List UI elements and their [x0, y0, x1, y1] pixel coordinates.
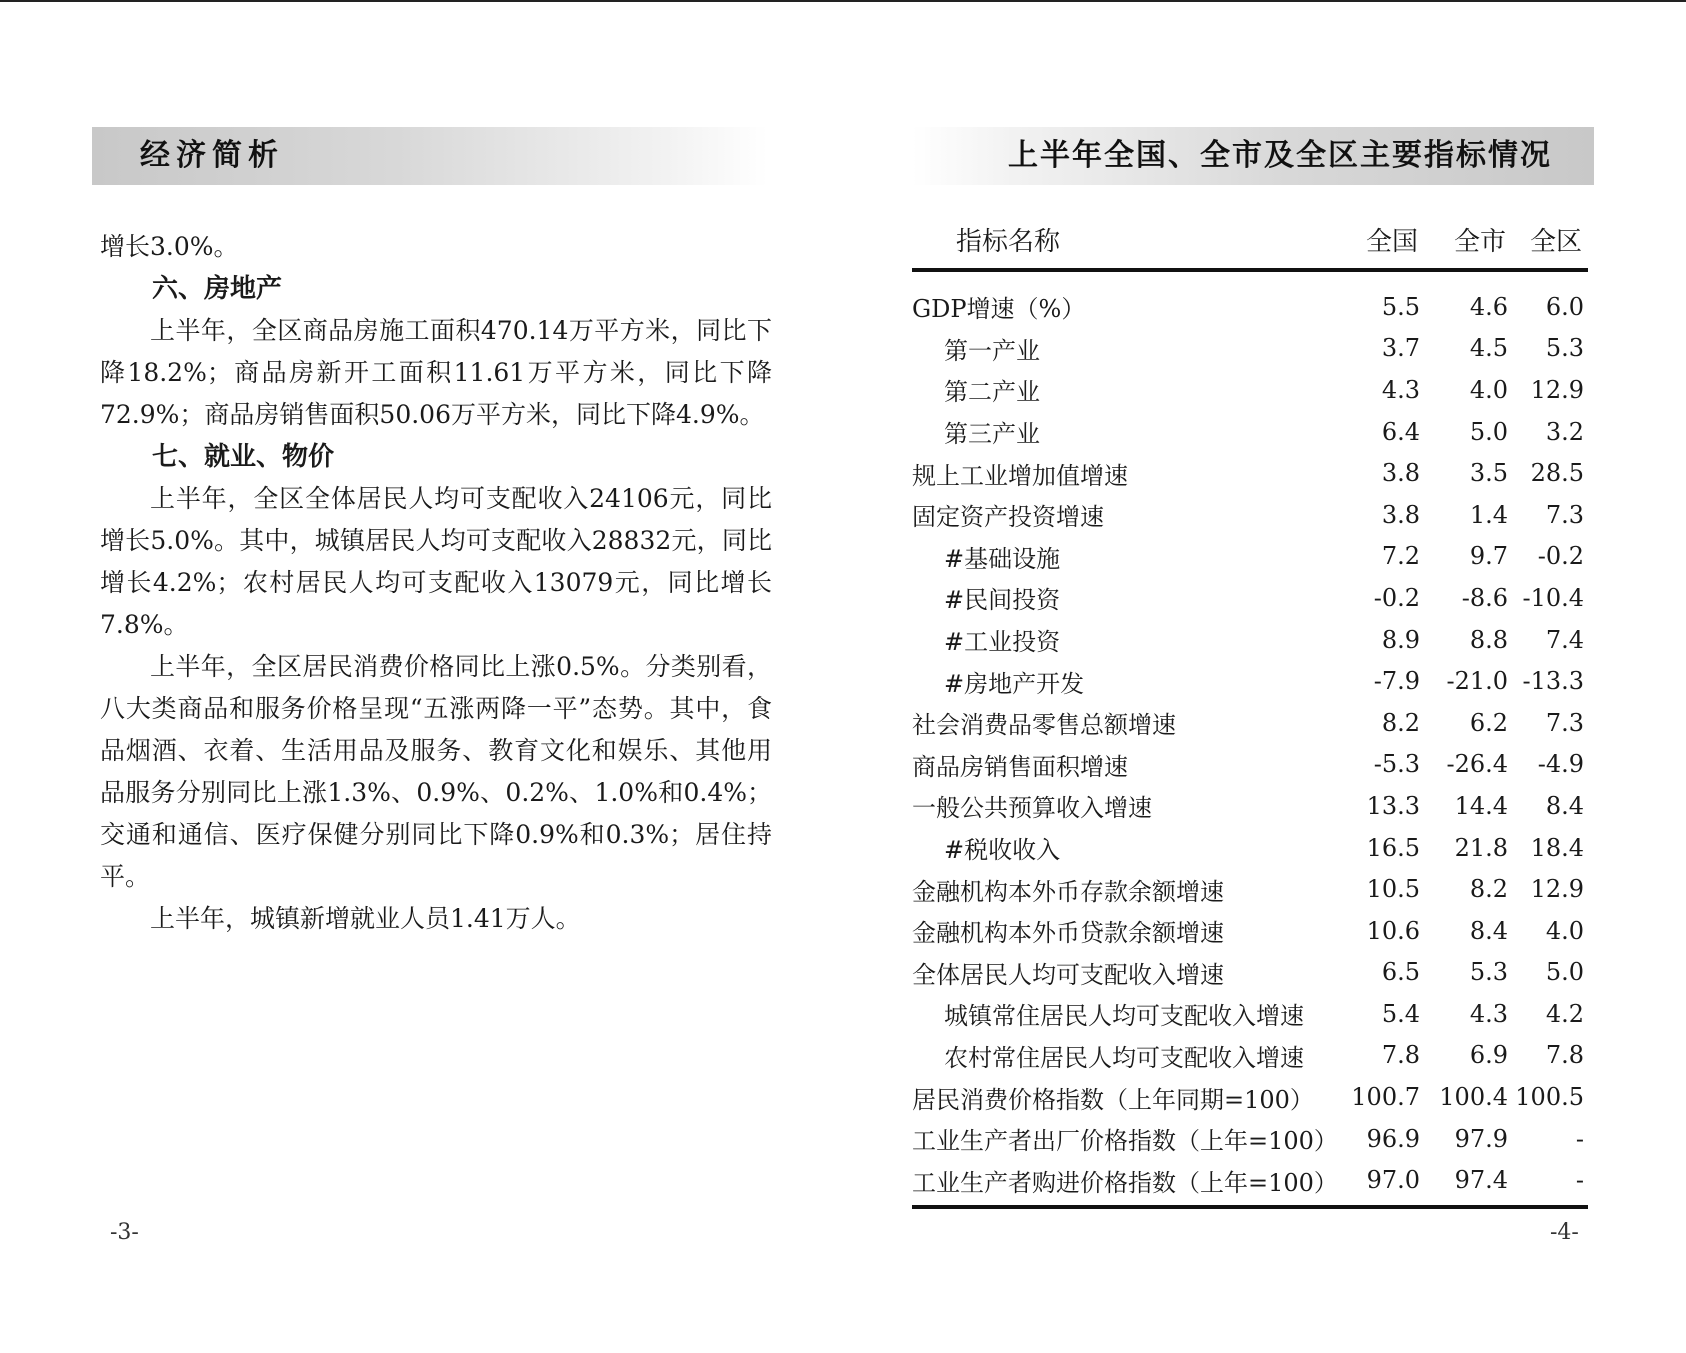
indicator-table-wrapper — [912, 212, 1588, 1209]
national-value-cell: 7.8 — [1381, 1041, 1420, 1070]
top-border-line — [0, 0, 1686, 2]
city-value-cell: 97.9 — [1454, 1124, 1508, 1153]
city-value-cell: 100.4 — [1439, 1083, 1508, 1112]
indicator-name-cell: 第二产业 — [944, 378, 1040, 407]
national-value-cell: 6.5 — [1381, 958, 1420, 987]
indicator-name-cell: #民间投资 — [944, 586, 1061, 615]
national-value-cell: 8.2 — [1381, 708, 1420, 737]
national-value-cell: 7.2 — [1381, 542, 1420, 571]
left-page-header-band — [92, 127, 768, 185]
district-value-cell: 8.4 — [1545, 791, 1584, 820]
national-value-cell: 3.7 — [1381, 334, 1420, 363]
district-value-cell: 28.5 — [1530, 459, 1584, 488]
table-row — [912, 411, 1588, 453]
indicator-name-cell: 金融机构本外币存款余额增速 — [912, 877, 1224, 906]
left-page-body — [100, 226, 772, 940]
city-value-cell: -8.6 — [1461, 583, 1508, 612]
national-value-cell: 8.9 — [1381, 625, 1420, 654]
national-value-cell: 3.8 — [1381, 459, 1420, 488]
national-value-cell: 10.5 — [1366, 875, 1420, 904]
district-value-cell: -10.4 — [1522, 583, 1584, 612]
table-row — [912, 1118, 1588, 1160]
indicator-name-cell: 规上工业增加值增速 — [912, 461, 1128, 490]
table-row — [912, 993, 1588, 1035]
city-value-cell: 8.8 — [1469, 625, 1508, 654]
district-value-cell: 4.0 — [1545, 916, 1584, 945]
indicator-name-cell: 商品房销售面积增速 — [912, 752, 1128, 781]
national-value-cell: 5.5 — [1381, 292, 1420, 321]
indicator-name-cell: 城镇常住居民人均可支配收入增速 — [944, 1002, 1304, 1031]
table-row — [912, 270, 1588, 328]
indicator-name-cell: 一般公共预算收入增速 — [912, 794, 1152, 823]
table-row — [912, 744, 1588, 786]
indicator-name-cell: #基础设施 — [944, 544, 1061, 573]
city-value-cell: 5.0 — [1469, 417, 1508, 446]
table-row — [912, 577, 1588, 619]
city-value-cell: -26.4 — [1446, 750, 1508, 779]
district-value-cell: 12.9 — [1530, 875, 1584, 904]
city-value-cell: 4.3 — [1469, 999, 1508, 1028]
district-value-cell: -4.9 — [1537, 750, 1584, 779]
indicator-table — [912, 212, 1588, 1209]
national-value-cell: -0.2 — [1373, 583, 1420, 612]
district-value-cell: 6.0 — [1545, 292, 1584, 321]
district-value-cell: 3.2 — [1545, 417, 1584, 446]
column-header-district: 全区 — [1512, 212, 1588, 270]
national-value-cell: 6.4 — [1381, 417, 1420, 446]
district-value-cell: 4.2 — [1545, 999, 1584, 1028]
district-value-cell: 7.8 — [1545, 1041, 1584, 1070]
indicator-name-cell: #税收收入 — [944, 836, 1061, 865]
table-row — [912, 1035, 1588, 1077]
table-row — [912, 785, 1588, 827]
table-row — [912, 328, 1588, 370]
indicator-name-cell: 社会消费品零售总额增速 — [912, 711, 1176, 740]
national-value-cell: 96.9 — [1366, 1124, 1420, 1153]
indicator-name-cell: 农村常住居民人均可支配收入增速 — [944, 1043, 1304, 1072]
district-value-cell: 100.5 — [1515, 1083, 1584, 1112]
national-value-cell: 5.4 — [1381, 999, 1420, 1028]
table-row — [912, 369, 1588, 411]
district-value-cell: 18.4 — [1530, 833, 1584, 862]
district-value-cell: -0.2 — [1537, 542, 1584, 571]
column-header-national: 全国 — [1336, 212, 1424, 270]
table-row — [912, 619, 1588, 661]
body-paragraph: 上半年，全区全体居民人均可支配收入24106元，同比增长5.0%。其中，城镇居民人均可支配收入28832元，同比增长4.2%；农村居民人均可支配收入13079元，同比增长7.8%。 — [100, 484, 772, 639]
city-value-cell: 8.2 — [1469, 875, 1508, 904]
national-value-cell: 13.3 — [1366, 791, 1420, 820]
district-value-cell: 12.9 — [1530, 375, 1584, 404]
section-heading: 六、房地产 — [152, 274, 283, 304]
indicator-name-cell: 金融机构本外币贷款余额增速 — [912, 919, 1224, 948]
city-value-cell: 5.3 — [1469, 958, 1508, 987]
city-value-cell: 6.2 — [1469, 708, 1508, 737]
national-value-cell: 3.8 — [1381, 500, 1420, 529]
table-row — [912, 536, 1588, 578]
district-value-cell: - — [1512, 1159, 1588, 1207]
table-row — [912, 868, 1588, 910]
city-value-cell: 14.4 — [1454, 791, 1508, 820]
national-value-cell: 10.6 — [1366, 916, 1420, 945]
district-value-cell: 5.3 — [1545, 334, 1584, 363]
right-page-number: -4- — [1550, 1220, 1579, 1245]
right-page-header-band — [912, 127, 1594, 185]
indicator-name-cell: #房地产开发 — [944, 669, 1085, 698]
national-value-cell: 100.7 — [1351, 1083, 1420, 1112]
indicator-name-cell: 第一产业 — [944, 336, 1040, 365]
indicator-name-cell: GDP增速（%） — [912, 295, 1086, 324]
city-value-cell: 4.5 — [1469, 334, 1508, 363]
table-row — [912, 910, 1588, 952]
national-value-cell: -5.3 — [1373, 750, 1420, 779]
district-value-cell: 7.3 — [1545, 708, 1584, 737]
table-row — [912, 952, 1588, 994]
table-row — [912, 827, 1588, 869]
body-paragraph: 增长3.0%。 — [100, 232, 239, 261]
national-value-cell: -7.9 — [1373, 667, 1420, 696]
city-value-cell: 8.4 — [1469, 916, 1508, 945]
table-row — [912, 702, 1588, 744]
district-value-cell: 7.4 — [1545, 625, 1584, 654]
table-row — [912, 452, 1588, 494]
district-value-cell: -13.3 — [1522, 667, 1584, 696]
national-value-cell: 4.3 — [1381, 375, 1420, 404]
national-value-cell: 16.5 — [1366, 833, 1420, 862]
body-paragraph: 上半年，全区商品房施工面积470.14万平方米，同比下降18.2%；商品房新开工面积11.61万平方米，同比下降72.9%；商品房销售面积50.06万平方米，同比下降4.9%。 — [100, 316, 772, 429]
table-row — [912, 1076, 1588, 1118]
left-page-number: -3- — [110, 1220, 139, 1245]
district-value-cell: 5.0 — [1545, 958, 1584, 987]
city-value-cell: 6.9 — [1469, 1041, 1508, 1070]
body-paragraph: 上半年，城镇新增就业人员1.41万人。 — [150, 904, 581, 933]
city-value-cell: 1.4 — [1469, 500, 1508, 529]
city-value-cell: 21.8 — [1454, 833, 1508, 862]
section-heading: 七、就业、物价 — [152, 442, 335, 472]
indicator-name-cell: 工业生产者出厂价格指数（上年=100） — [912, 1127, 1338, 1156]
city-value-cell: 3.5 — [1469, 459, 1508, 488]
indicator-name-cell: #工业投资 — [944, 628, 1061, 657]
city-value-cell: 97.4 — [1424, 1159, 1512, 1207]
national-value-cell: 97.0 — [1336, 1159, 1424, 1207]
right-page-header-title: 上半年全国、全市及全区主要指标情况 — [1008, 138, 1552, 173]
table-row — [912, 494, 1588, 536]
column-header-city: 全市 — [1424, 212, 1512, 270]
district-value-cell: - — [1575, 1124, 1584, 1153]
column-header-indicator: 指标名称 — [912, 212, 1336, 270]
district-value-cell: 7.3 — [1545, 500, 1584, 529]
indicator-name-cell: 第三产业 — [944, 420, 1040, 449]
city-value-cell: 4.0 — [1469, 375, 1508, 404]
table-row — [912, 660, 1588, 702]
table-row — [912, 1159, 1588, 1207]
indicator-name-cell: 全体居民人均可支配收入增速 — [912, 960, 1224, 989]
left-page-header-title: 经济简析 — [140, 138, 284, 173]
indicator-name-cell: 居民消费价格指数（上年同期=100） — [912, 1085, 1314, 1114]
body-paragraph: 上半年，全区居民消费价格同比上涨0.5%。分类别看，八大类商品和服务价格呈现“五涨两降一平”态势。其中，食品烟酒、衣着、生活用品及服务、教育文化和娱乐、其他用品服务分别同比上涨1.3%、0.9%、0.2%、1.0%和0.4%；交通和通信、医疗保健分别同比下降0.9%和0.3%；居住持平。 — [100, 652, 772, 891]
city-value-cell: 4.6 — [1469, 292, 1508, 321]
city-value-cell: 9.7 — [1469, 542, 1508, 571]
table-header-row — [912, 212, 1588, 270]
table-body — [912, 270, 1588, 1207]
city-value-cell: -21.0 — [1446, 667, 1508, 696]
indicator-name-cell: 工业生产者购进价格指数（上年=100） — [912, 1159, 1336, 1207]
indicator-name-cell: 固定资产投资增速 — [912, 503, 1104, 532]
